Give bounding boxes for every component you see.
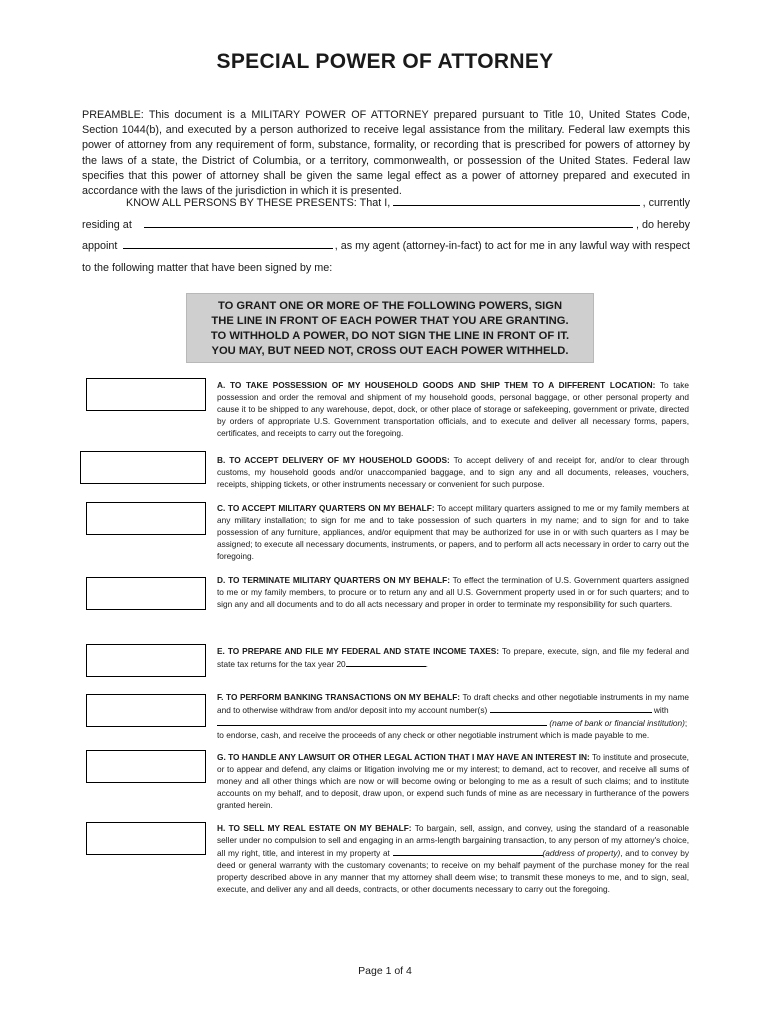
- signature-box-power-g[interactable]: [86, 750, 206, 783]
- residing-suffix: , do hereby: [635, 219, 690, 231]
- power-c-body: To accept military quarters assigned to me or my family members at any military installation; to sign for me and to take possession of such quarters in my name; and to sign for and to take possession of any furniture, appliances, and/or equipment that may be authorized for use in or with such quarters as I may be assigned; to execute all necessary documents, instruments, or papers, and to perform all acts necessary in order to carry out the foregoing.: [217, 503, 689, 561]
- signature-box-power-f[interactable]: [86, 694, 206, 727]
- bank-name-field[interactable]: [217, 717, 547, 726]
- power-f-with: with: [651, 704, 669, 715]
- appoint-line: [82, 238, 690, 253]
- signature-box-power-c[interactable]: [86, 502, 206, 535]
- power-f-body: To draft checks and other negotiable instruments in my name and to otherwise withdraw from and/or deposit into my account number(s): [217, 692, 689, 715]
- signature-box-power-h[interactable]: [86, 822, 206, 855]
- page-number: Page 1 of 4: [358, 965, 412, 977]
- property-address-caption: (address of property): [542, 847, 621, 858]
- residing-prefix: residing at: [82, 219, 132, 231]
- power-b-text: [217, 455, 689, 491]
- know-all-persons-line: [82, 195, 690, 210]
- notice-line: YOU MAY, BUT NEED NOT, CROSS OUT EACH POWER WITHHELD.: [211, 345, 569, 357]
- power-h-body: To bargain, sell, assign, and convey, using the standard of a reasonable seller under no compulsion to sell and engaging in an arms-length bargaining transaction, to any person of my attorney's choice, all my right, title, and interest in my property at: [217, 823, 689, 858]
- property-address-field[interactable]: [393, 847, 543, 856]
- power-c-heading: C. TO ACCEPT MILITARY QUARTERS ON MY BEHALF:: [217, 503, 435, 513]
- power-c-text: [217, 503, 689, 563]
- power-b-body: To accept delivery of and receipt for, and/or to clear through customs, my household goods and/or unaccompanied baggage, and to sign any and all documents, releases, vouchers, receipts, shipping tickets, or other instruments necessary or convenient for such purpose.: [217, 455, 689, 489]
- power-a-body: To take possession and order the removal and shipment of my household goods, personal baggage, or other personal property and cause it to be shipped to any warehouse, depot, dock, or other place of storage or safekeeping, government or private, directed by orders of appropriate U.S. Government transportation officials, and to execute and deliver all necessary forms, papers, certificates, and receipts to carry out the foregoing.: [217, 380, 689, 438]
- power-g-text: [217, 752, 689, 812]
- power-d-text: [217, 575, 689, 611]
- notice-line: TO WITHHOLD A POWER, DO NOT SIGN THE LINE IN FRONT OF IT.: [210, 330, 570, 342]
- signature-box-power-d[interactable]: [86, 577, 206, 610]
- power-f-heading: F. TO PERFORM BANKING TRANSACTIONS ON MY BEHALF:: [217, 692, 461, 702]
- signature-box-power-b[interactable]: [80, 451, 206, 484]
- power-e-heading: E. TO PREPARE AND FILE MY FEDERAL AND STATE INCOME TAXES:: [217, 646, 500, 656]
- following-matter-text: to the following matter that have been signed by me:: [82, 262, 333, 274]
- power-a-heading: A. TO TAKE POSSESSION OF MY HOUSEHOLD GOODS AND SHIP THEM TO A DIFFERENT LOCATION:: [217, 380, 656, 390]
- residing-line: [82, 217, 690, 232]
- notice-line: THE LINE IN FRONT OF EACH POWER THAT YOU ARE GRANTING.: [211, 315, 569, 327]
- account-number-field[interactable]: [490, 704, 652, 713]
- power-e-text: [217, 646, 689, 671]
- instructions-notice-box: [186, 293, 594, 363]
- power-e-body: To prepare, execute, sign, and file my federal and state tax returns for the tax year 20: [217, 646, 689, 669]
- power-f-semicolon: ;: [684, 717, 688, 728]
- power-f-text: [217, 692, 689, 742]
- power-e-tail: .: [425, 658, 428, 669]
- appoint-prefix: appoint: [82, 240, 118, 252]
- tax-year-field[interactable]: [346, 658, 426, 667]
- signature-box-power-a[interactable]: [86, 378, 206, 411]
- power-h-heading: H. TO SELL MY REAL ESTATE ON MY BEHALF:: [217, 823, 412, 833]
- power-g-body: To institute and prosecute, or to appear and defend, any claims or litigation involving me or my interest; to demand, act to recover, and receive all sums of money and all other things which are now or will become owing or belonging to me as a result of such claims; and to institute accounts on my behalf, and to deposit, draw upon, or expend such funds of mine as are necessary in furtherance of the powers granted herein.: [217, 752, 689, 810]
- principal-name-field[interactable]: [393, 195, 639, 206]
- know-suffix: , currently: [642, 197, 690, 209]
- residence-address-field[interactable]: [144, 217, 633, 228]
- power-f-tail: to endorse, cash, and receive the proceeds of any check or other negotiable instrument which is made payable to me.: [217, 729, 650, 740]
- power-a-text: [217, 380, 689, 440]
- know-prefix: KNOW ALL PERSONS BY THESE PRESENTS: That I,: [126, 197, 391, 209]
- agent-name-field[interactable]: [123, 238, 332, 249]
- notice-line: TO GRANT ONE OR MORE OF THE FOLLOWING POWERS, SIGN: [217, 300, 563, 312]
- power-h-text: [217, 823, 689, 895]
- bank-name-caption: (name of bank or financial institution): [549, 717, 685, 728]
- power-d-heading: D. TO TERMINATE MILITARY QUARTERS ON MY BEHALF:: [217, 575, 450, 585]
- power-h-tail: , and to convey by deed or general warranty with the customary covenants; to receive on my behalf payment of the purchase money for the real property described above in any manner that my attorney shall deem wise; to transmit these moneys to me, and to sign, seal, execute, and deliver any and all deeds, contracts, or other documents necessary to carry out the foregoing.: [217, 847, 689, 894]
- signature-box-power-e[interactable]: [86, 644, 206, 677]
- preamble-text: PREAMBLE: This document is a MILITARY POWER OF ATTORNEY prepared pursuant to Title 10, United States Code, Section 1044(b), and executed by a person authorized to receive legal assistance from the military. Federal law exempts this power of attorney from any requirement of form, substance, formality, or recording that is prescribed for powers of attorney by the laws of a state, the District of Columbia, or a territory, commonwealth, or possession of the United States. Federal law specifies that this power of attorney shall be given the same legal effect as a power of attorney prepared and executed in accordance with the laws of the jurisdiction in which it is presented.: [82, 109, 690, 198]
- power-b-heading: B. TO ACCEPT DELIVERY OF MY HOUSEHOLD GOODS:: [217, 455, 450, 465]
- appoint-suffix: , as my agent (attorney-in-fact) to act for me in any lawful way with respect: [334, 240, 690, 252]
- power-g-heading: G. TO HANDLE ANY LAWSUIT OR OTHER LEGAL ACTION THAT I MAY HAVE AN INTEREST IN:: [217, 752, 590, 762]
- document-title: SPECIAL POWER OF ATTORNEY: [216, 50, 554, 73]
- power-d-body: To effect the termination of U.S. Government quarters assigned to me or my family members, to procure or to return any and all U.S. Government property used in or for such quarters; and to sign any and all documents and to do all acts necessary and proper in order to terminate my responsibility for such quarters.: [217, 575, 689, 609]
